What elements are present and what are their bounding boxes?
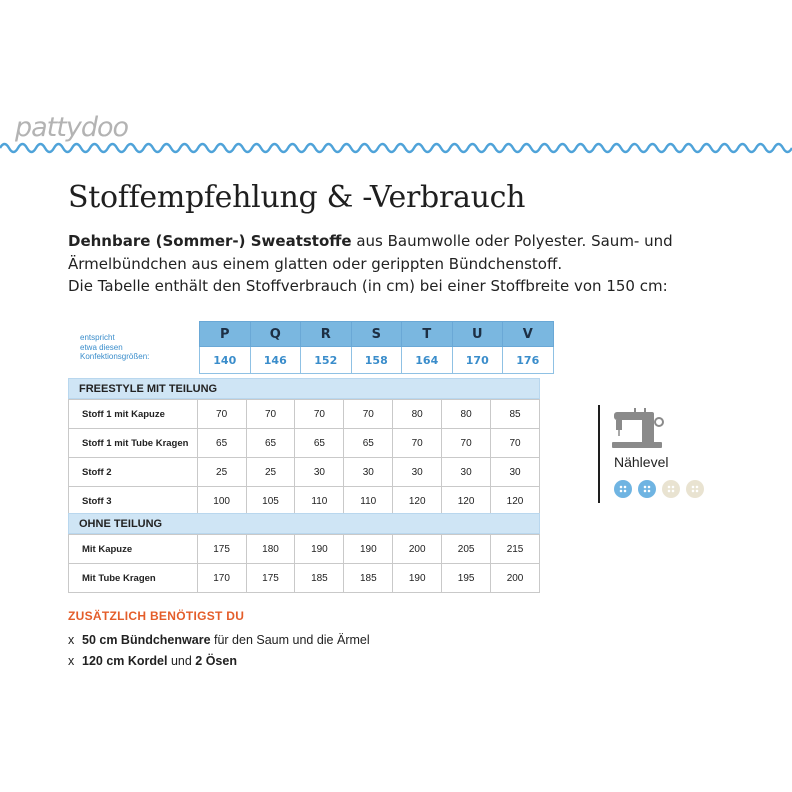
table-row bbox=[69, 564, 540, 593]
table-cell: 70 bbox=[295, 400, 344, 429]
table-cell: 70 bbox=[197, 400, 246, 429]
size-header-table bbox=[199, 321, 554, 374]
table-cell: 180 bbox=[246, 535, 295, 564]
table-cell: 70 bbox=[246, 400, 295, 429]
size-number: 140 bbox=[200, 347, 251, 374]
table-cell: 110 bbox=[344, 487, 393, 516]
table-cell: 30 bbox=[442, 458, 491, 487]
table-row bbox=[69, 458, 540, 487]
section-heading: FREESTYLE MIT TEILUNG bbox=[68, 378, 540, 399]
table-cell: 65 bbox=[246, 429, 295, 458]
item-bold: 50 cm Bündchenware bbox=[82, 633, 211, 647]
row-label: Stoff 3 bbox=[69, 487, 198, 516]
table-cell: 175 bbox=[246, 564, 295, 593]
table-cell: 200 bbox=[393, 535, 442, 564]
size-letter: Q bbox=[250, 322, 301, 347]
list-item bbox=[68, 651, 370, 672]
naehlevel-label: Nählevel bbox=[614, 454, 669, 470]
row-label: Stoff 1 mit Tube Kragen bbox=[69, 429, 198, 458]
table-cell: 190 bbox=[344, 535, 393, 564]
list-marker: x bbox=[68, 654, 75, 668]
item-bold: 120 cm Kordel bbox=[82, 654, 168, 668]
size-label-line: entspricht bbox=[80, 333, 115, 342]
table-cell: 175 bbox=[197, 535, 246, 564]
table-cell: 85 bbox=[491, 400, 540, 429]
table-cell: 120 bbox=[491, 487, 540, 516]
intro-bold: Dehnbare (Sommer-) Sweatstoffe bbox=[68, 232, 352, 250]
table-cell: 30 bbox=[393, 458, 442, 487]
table-cell: 80 bbox=[393, 400, 442, 429]
table-cell: 30 bbox=[491, 458, 540, 487]
section-freestyle bbox=[68, 378, 540, 516]
fabric-table bbox=[68, 534, 540, 593]
row-label: Stoff 2 bbox=[69, 458, 198, 487]
size-letter: R bbox=[301, 322, 352, 347]
table-cell: 105 bbox=[246, 487, 295, 516]
fabric-table bbox=[68, 399, 540, 516]
size-label-line: Konfektionsgrößen: bbox=[80, 352, 150, 361]
table-cell: 25 bbox=[246, 458, 295, 487]
intro-text-1: aus Baumwolle oder Polyester. Saum- und Ärmelbündchen aus einem glatten oder gerippten Bündchenstoff. bbox=[68, 232, 673, 273]
pattydoo-logo: pattydoo bbox=[15, 112, 129, 143]
item-bold: 2 Ösen bbox=[195, 654, 237, 668]
size-number: 176 bbox=[503, 347, 554, 374]
table-cell: 30 bbox=[295, 458, 344, 487]
table-cell: 110 bbox=[295, 487, 344, 516]
table-cell: 70 bbox=[491, 429, 540, 458]
table-cell: 70 bbox=[393, 429, 442, 458]
size-letter: T bbox=[402, 322, 453, 347]
size-label-line: etwa diesen bbox=[80, 342, 123, 352]
table-cell: 120 bbox=[442, 487, 491, 516]
extras-heading: ZUSÄTZLICH BENÖTIGST DU bbox=[68, 609, 245, 623]
table-row bbox=[69, 487, 540, 516]
level-button-icon bbox=[638, 480, 656, 498]
table-cell: 100 bbox=[197, 487, 246, 516]
level-button-icon bbox=[662, 480, 680, 498]
naehlevel-rating bbox=[614, 480, 704, 498]
size-letter-row bbox=[200, 322, 554, 347]
item-text: und bbox=[167, 654, 196, 668]
table-cell: 70 bbox=[442, 429, 491, 458]
table-row bbox=[69, 535, 540, 564]
table-cell: 65 bbox=[344, 429, 393, 458]
size-number: 152 bbox=[301, 347, 352, 374]
row-label: Stoff 1 mit Kapuze bbox=[69, 400, 198, 429]
size-label bbox=[80, 333, 149, 362]
table-cell: 215 bbox=[491, 535, 540, 564]
table-cell: 80 bbox=[442, 400, 491, 429]
section-heading: OHNE TEILUNG bbox=[68, 513, 540, 534]
intro-text bbox=[68, 230, 768, 298]
wave-divider bbox=[0, 138, 792, 158]
table-cell: 185 bbox=[295, 564, 344, 593]
table-cell: 120 bbox=[393, 487, 442, 516]
table-cell: 195 bbox=[442, 564, 491, 593]
sewing-machine-icon bbox=[612, 406, 666, 450]
section-ohne-teilung bbox=[68, 513, 540, 593]
level-button-icon bbox=[686, 480, 704, 498]
table-cell: 170 bbox=[197, 564, 246, 593]
level-button-icon bbox=[614, 480, 632, 498]
size-letter: V bbox=[503, 322, 554, 347]
table-cell: 25 bbox=[197, 458, 246, 487]
divider-line bbox=[598, 405, 600, 503]
extras-list bbox=[68, 630, 370, 672]
list-marker: x bbox=[68, 633, 75, 647]
intro-text-3: Die Tabelle enthält den Stoffverbrauch (in cm) bei einer Stoffbreite von 150 cm: bbox=[68, 277, 668, 295]
table-cell: 65 bbox=[197, 429, 246, 458]
table-cell: 65 bbox=[295, 429, 344, 458]
table-cell: 200 bbox=[491, 564, 540, 593]
table-cell: 30 bbox=[344, 458, 393, 487]
size-number-row bbox=[200, 347, 554, 374]
size-number: 158 bbox=[351, 347, 402, 374]
table-row bbox=[69, 429, 540, 458]
size-number: 164 bbox=[402, 347, 453, 374]
size-number: 170 bbox=[452, 347, 503, 374]
table-cell: 70 bbox=[344, 400, 393, 429]
table-cell: 190 bbox=[295, 535, 344, 564]
size-letter: P bbox=[200, 322, 251, 347]
table-cell: 190 bbox=[393, 564, 442, 593]
page-title: Stoffempfehlung & -Verbrauch bbox=[68, 180, 526, 215]
row-label: Mit Tube Kragen bbox=[69, 564, 198, 593]
item-text: für den Saum und die Ärmel bbox=[210, 633, 370, 647]
size-number: 146 bbox=[250, 347, 301, 374]
row-label: Mit Kapuze bbox=[69, 535, 198, 564]
table-row bbox=[69, 400, 540, 429]
table-cell: 185 bbox=[344, 564, 393, 593]
size-letter: U bbox=[452, 322, 503, 347]
list-item bbox=[68, 630, 370, 651]
size-letter: S bbox=[351, 322, 402, 347]
table-cell: 205 bbox=[442, 535, 491, 564]
